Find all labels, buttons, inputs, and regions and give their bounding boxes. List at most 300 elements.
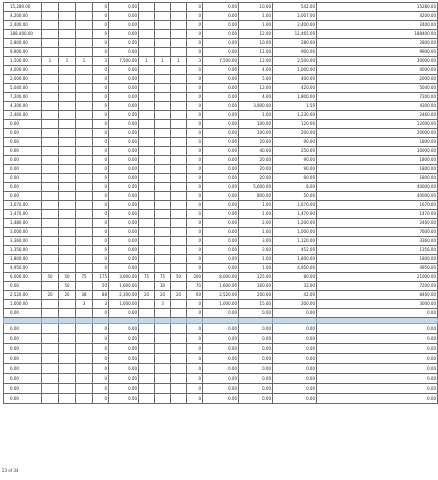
table-cell: 88 (93, 291, 109, 300)
table-cell (171, 165, 187, 174)
table-cell: 20 (59, 291, 76, 300)
table-cell: 0.00 (109, 30, 139, 39)
table-cell (59, 264, 76, 273)
table-cell (59, 246, 76, 255)
table-cell (171, 300, 187, 309)
table-cell: 3,900.00 (239, 102, 273, 111)
table-row (4, 300, 438, 309)
table-cell (76, 364, 93, 374)
table-cell (59, 334, 76, 344)
table-cell: 1.00 (239, 264, 273, 273)
table-cell (59, 324, 76, 334)
table-cell: 0 (93, 364, 109, 374)
table-cell (171, 309, 187, 318)
table-cell: 1,600.00 (109, 282, 139, 291)
table-cell: 0.00 (203, 30, 239, 39)
table-cell: 0.00 (203, 309, 239, 318)
table-cell: 3 (187, 57, 203, 66)
table-cell: 400.00 (273, 75, 317, 84)
table-cell (139, 30, 155, 39)
table-cell (42, 210, 59, 219)
table-cell: 0.00 (239, 309, 273, 318)
table-cell: 0 (187, 147, 203, 156)
table-cell: 50 (171, 273, 187, 282)
table-cell: 0 (187, 120, 203, 129)
table-cell (76, 174, 93, 183)
table-cell (59, 364, 76, 374)
table-cell (155, 344, 171, 354)
table-cell: 0.00 (4, 309, 42, 318)
table-cell: 7,500.00 (203, 57, 239, 66)
table-cell: 0.00 (4, 324, 42, 334)
table-cell (59, 48, 76, 57)
table-cell (42, 282, 59, 291)
table-cell (59, 102, 76, 111)
table-cell: 0 (187, 75, 203, 84)
table-cell: 1,670.00 (273, 201, 317, 210)
table-row (4, 309, 438, 318)
table-cell: 0.00 (109, 21, 139, 30)
table-cell: 2460.00 (317, 111, 438, 120)
table-cell: 1 (42, 57, 59, 66)
table-cell (139, 147, 155, 156)
table-cell (76, 201, 93, 210)
table-cell: 0.00 (203, 84, 239, 93)
table-cell: 40.00 (239, 147, 273, 156)
table-cell: 1,470.00 (4, 210, 42, 219)
table-cell: 0 (187, 364, 203, 374)
table-cell (139, 309, 155, 318)
table-cell: 0 (93, 120, 109, 129)
table-cell (76, 39, 93, 48)
table-cell (171, 324, 187, 334)
table-cell (155, 237, 171, 246)
table-row (4, 12, 438, 21)
table-cell: 0.00 (317, 334, 438, 344)
table-cell: 1,480.00 (4, 219, 42, 228)
table-cell (59, 219, 76, 228)
table-cell: 5,000.00 (239, 183, 273, 192)
table-cell: 0.00 (4, 156, 42, 165)
table-cell: 0 (93, 210, 109, 219)
table-cell: 280.00 (273, 39, 317, 48)
table-cell: 0 (93, 3, 109, 12)
table-cell: 0 (93, 66, 109, 75)
table-cell: 60 (187, 291, 203, 300)
table-row (4, 66, 438, 75)
table-row (4, 394, 438, 404)
table-cell (59, 120, 76, 129)
table-cell (76, 264, 93, 273)
table-cell: 4.00 (239, 93, 273, 102)
table-cell: 0 (93, 374, 109, 384)
table-cell (139, 394, 155, 404)
table-cell: 75 (76, 273, 93, 282)
table-cell: 0 (93, 174, 109, 183)
table-cell: 0 (93, 394, 109, 404)
table-cell (171, 374, 187, 384)
table-cell (155, 255, 171, 264)
table-cell (42, 334, 59, 344)
table-cell: 5040.00 (317, 84, 438, 93)
table-cell: 40000.00 (317, 192, 438, 201)
table-cell: 0 (187, 237, 203, 246)
table-cell: 1.50 (273, 102, 317, 111)
table-cell (171, 147, 187, 156)
table-cell: 1,000.00 (273, 228, 317, 237)
table-body-lower (4, 318, 438, 404)
table-cell: 20000.00 (317, 129, 438, 138)
table-cell (76, 147, 93, 156)
table-cell: 0.00 (273, 309, 317, 318)
table-cell (76, 237, 93, 246)
table-cell: 0.00 (4, 344, 42, 354)
table-cell: 1.00 (239, 255, 273, 264)
table-cell (59, 111, 76, 120)
table-cell: 0 (187, 300, 203, 309)
table-cell (139, 129, 155, 138)
table-cell (139, 21, 155, 30)
table-cell (76, 183, 93, 192)
table-cell: 0.00 (109, 174, 139, 183)
table-cell: 200.00 (273, 129, 317, 138)
table-row (4, 174, 438, 183)
table-cell (42, 66, 59, 75)
table-cell: 1,670.00 (4, 201, 42, 210)
table-cell: 12.00 (239, 57, 273, 66)
table-cell (42, 12, 59, 21)
table-cell (59, 21, 76, 30)
table-cell: 0 (187, 354, 203, 364)
table-cell: 40000.00 (317, 183, 438, 192)
table-cell (59, 39, 76, 48)
table-cell (155, 183, 171, 192)
table-row (4, 192, 438, 201)
table-cell (59, 394, 76, 404)
table-cell: 0.00 (109, 228, 139, 237)
table-cell: 70 (187, 282, 203, 291)
table-cell: 2,007.00 (273, 12, 317, 21)
table-cell (59, 156, 76, 165)
table-cell: 0 (93, 129, 109, 138)
table-cell (155, 354, 171, 364)
table-cell: 0.00 (109, 165, 139, 174)
table-cell: 1,120.00 (273, 237, 317, 246)
table-cell (155, 138, 171, 147)
table-cell: 0 (187, 201, 203, 210)
table-cell (171, 93, 187, 102)
table-cell: 2,400.00 (4, 21, 42, 30)
table-cell: 0.00 (203, 264, 239, 273)
table-cell (155, 3, 171, 12)
table-row (4, 273, 438, 282)
table-cell (59, 138, 76, 147)
table-cell: 12.00 (239, 84, 273, 93)
table-cell: 90.00 (273, 174, 317, 183)
table-cell: 0.00 (317, 309, 438, 318)
table-cell (139, 102, 155, 111)
table-cell (139, 84, 155, 93)
table-cell (76, 374, 93, 384)
table-cell: 7600.00 (317, 228, 438, 237)
table-cell (42, 300, 59, 309)
table-cell: 20 (171, 291, 187, 300)
table-cell: 0.00 (4, 183, 42, 192)
table-cell: 0.00 (109, 129, 139, 138)
table-row (4, 21, 438, 30)
table-cell: 0.00 (4, 138, 42, 147)
table-cell: 0.00 (109, 334, 139, 344)
table-cell (139, 39, 155, 48)
table-cell: 0.00 (203, 354, 239, 364)
table-cell: 0.00 (109, 111, 139, 120)
table-cell (42, 228, 59, 237)
table-cell: 3.00 (239, 246, 273, 255)
table-cell: 0 (187, 309, 203, 318)
table-cell: 0.00 (4, 192, 42, 201)
table-cell (59, 147, 76, 156)
table-row (4, 334, 438, 344)
table-cell (155, 39, 171, 48)
table-cell: 1,000.00 (273, 66, 317, 75)
table-cell: 20 (42, 291, 59, 300)
table-cell (42, 111, 59, 120)
table-cell: 0 (93, 147, 109, 156)
table-cell (76, 102, 93, 111)
table-cell (171, 282, 187, 291)
table-row (4, 384, 438, 394)
table-cell: 4000.00 (317, 66, 438, 75)
table-cell: 0.00 (203, 48, 239, 57)
table-cell: 0.00 (203, 334, 239, 344)
table-cell: 100.00 (239, 129, 273, 138)
table-cell (42, 324, 59, 334)
table-cell (171, 129, 187, 138)
table-cell: 1800.00 (317, 255, 438, 264)
table-cell (139, 93, 155, 102)
table-cell: 0.00 (203, 210, 239, 219)
table-cell: 0.00 (203, 165, 239, 174)
table-cell (42, 309, 59, 318)
table-cell: 0.00 (239, 384, 273, 394)
table-cell (155, 147, 171, 156)
table-cell (59, 237, 76, 246)
table-cell: 200.00 (239, 291, 273, 300)
table-cell (139, 165, 155, 174)
table-cell (59, 75, 76, 84)
table-cell: 0 (93, 309, 109, 318)
table-cell: 9,900.00 (4, 48, 42, 57)
table-cell: 7200.00 (317, 93, 438, 102)
table-cell: 0 (187, 138, 203, 147)
table-cell: 1,000.00 (109, 300, 139, 309)
table-row (4, 111, 438, 120)
table-cell (76, 324, 93, 334)
table-cell: 0.00 (273, 354, 317, 364)
table-cell (139, 138, 155, 147)
table-cell: 3360.00 (317, 237, 438, 246)
table-cell: 75 (139, 273, 155, 282)
table-cell (42, 384, 59, 394)
table-cell (171, 210, 187, 219)
table-cell (42, 165, 59, 174)
table-row (4, 57, 438, 66)
table-cell: 0 (187, 3, 203, 12)
table-cell: 4,000.00 (4, 66, 42, 75)
table-cell: 0.00 (109, 384, 139, 394)
table-cell: 1.00 (239, 228, 273, 237)
table-cell: 0.00 (317, 324, 438, 334)
table-cell (171, 364, 187, 374)
table-cell (139, 192, 155, 201)
table-cell: 250.00 (273, 147, 317, 156)
table-cell (155, 30, 171, 39)
table-cell: 4200.00 (317, 12, 438, 21)
table-cell: 0.00 (109, 364, 139, 374)
table-cell: 0.00 (203, 394, 239, 404)
table-cell (42, 201, 59, 210)
table-cell: 0.00 (4, 364, 42, 374)
table-row (4, 84, 438, 93)
table-cell (171, 246, 187, 255)
table-cell: 3 (93, 57, 109, 66)
table-cell: 0.00 (203, 246, 239, 255)
table-cell (59, 165, 76, 174)
table-cell: 10000.00 (317, 147, 438, 156)
table-cell: 2,520.00 (203, 291, 239, 300)
table-row (4, 291, 438, 300)
table-cell: 0.00 (317, 374, 438, 384)
table-cell (139, 324, 155, 334)
table-cell (59, 129, 76, 138)
table-cell: 0.00 (203, 138, 239, 147)
table-cell: 50 (93, 282, 109, 291)
table-cell: 0 (93, 84, 109, 93)
table-cell (155, 210, 171, 219)
table-cell (76, 309, 93, 318)
table-cell: 2,520.00 (4, 291, 42, 300)
table-cell (171, 39, 187, 48)
table-cell: 0 (93, 324, 109, 334)
table-cell: 0.00 (203, 344, 239, 354)
table-cell (42, 354, 59, 364)
table-cell: 3.00 (239, 237, 273, 246)
table-cell (42, 183, 59, 192)
table-cell: 188,400.00 (4, 30, 42, 39)
table-cell (155, 165, 171, 174)
table-cell (139, 282, 155, 291)
table-cell (76, 354, 93, 364)
table-cell (76, 3, 93, 12)
table-cell: 0.00 (203, 228, 239, 237)
table-cell: 1,470.00 (273, 210, 317, 219)
table-cell: 0.00 (4, 129, 42, 138)
table-cell (171, 219, 187, 228)
table-cell: 2,400.00 (273, 21, 317, 30)
table-cell: 10.00 (239, 3, 273, 12)
table-cell: 0 (93, 344, 109, 354)
table-cell (155, 364, 171, 374)
table-cell: 0.00 (4, 165, 42, 174)
table-cell: 900.00 (273, 48, 317, 57)
table-cell (139, 120, 155, 129)
table-cell: 20.00 (239, 156, 273, 165)
table-cell (139, 48, 155, 57)
table-row (4, 93, 438, 102)
table-cell: 0 (93, 30, 109, 39)
table-cell: 0 (93, 246, 109, 255)
table-cell (139, 237, 155, 246)
table-cell (171, 102, 187, 111)
table-cell (171, 138, 187, 147)
table-cell: 0.00 (203, 129, 239, 138)
table-cell: 1,000.00 (203, 300, 239, 309)
table-cell: 1,500.00 (4, 57, 42, 66)
table-row (4, 129, 438, 138)
table-cell (76, 48, 93, 57)
table-cell (42, 120, 59, 129)
table-cell: 50 (59, 273, 76, 282)
table-cell: 420.00 (273, 84, 317, 93)
table-cell: 1,200.00 (273, 219, 317, 228)
table-cell: 1800.00 (317, 138, 438, 147)
table-cell (42, 3, 59, 12)
table-cell: 0 (93, 12, 109, 21)
table-cell: 0.00 (4, 147, 42, 156)
table-cell: 0.00 (203, 75, 239, 84)
table-cell: 1470.00 (317, 210, 438, 219)
table-cell: 0.00 (109, 192, 139, 201)
table-cell (155, 75, 171, 84)
table-cell: 0.00 (239, 354, 273, 364)
table-cell (155, 66, 171, 75)
table-cell: 8.00 (273, 183, 317, 192)
table-cell (42, 102, 59, 111)
table-cell: 1 (155, 57, 171, 66)
table-cell (76, 156, 93, 165)
table-cell: 125.00 (239, 273, 273, 282)
table-cell (59, 30, 76, 39)
table-cell (171, 183, 187, 192)
table-cell (76, 192, 93, 201)
table-cell (59, 255, 76, 264)
table-cell: 120.00 (273, 120, 317, 129)
table-cell: 4,200.00 (4, 12, 42, 21)
table-cell (59, 210, 76, 219)
table-cell: 0.00 (203, 102, 239, 111)
table-cell (59, 309, 76, 318)
table-cell (155, 102, 171, 111)
table-cell: 0.00 (109, 210, 139, 219)
table-cell (59, 3, 76, 12)
table-cell: 3,000.00 (4, 228, 42, 237)
table-cell: 0.00 (239, 394, 273, 404)
table-cell (42, 219, 59, 228)
table-cell: 12,465.00 (273, 30, 317, 39)
table-cell: 4,950.00 (4, 264, 42, 273)
table-cell: 0.00 (203, 237, 239, 246)
table-cell (59, 84, 76, 93)
table-cell: 0.00 (4, 394, 42, 404)
table-cell: 20.00 (239, 138, 273, 147)
table-cell (42, 364, 59, 374)
table-cell (42, 174, 59, 183)
table-cell: 0.00 (317, 354, 438, 364)
table-cell: 1.00 (239, 210, 273, 219)
table-cell: 0 (93, 75, 109, 84)
table-cell (76, 228, 93, 237)
table-cell: 0.00 (203, 324, 239, 334)
